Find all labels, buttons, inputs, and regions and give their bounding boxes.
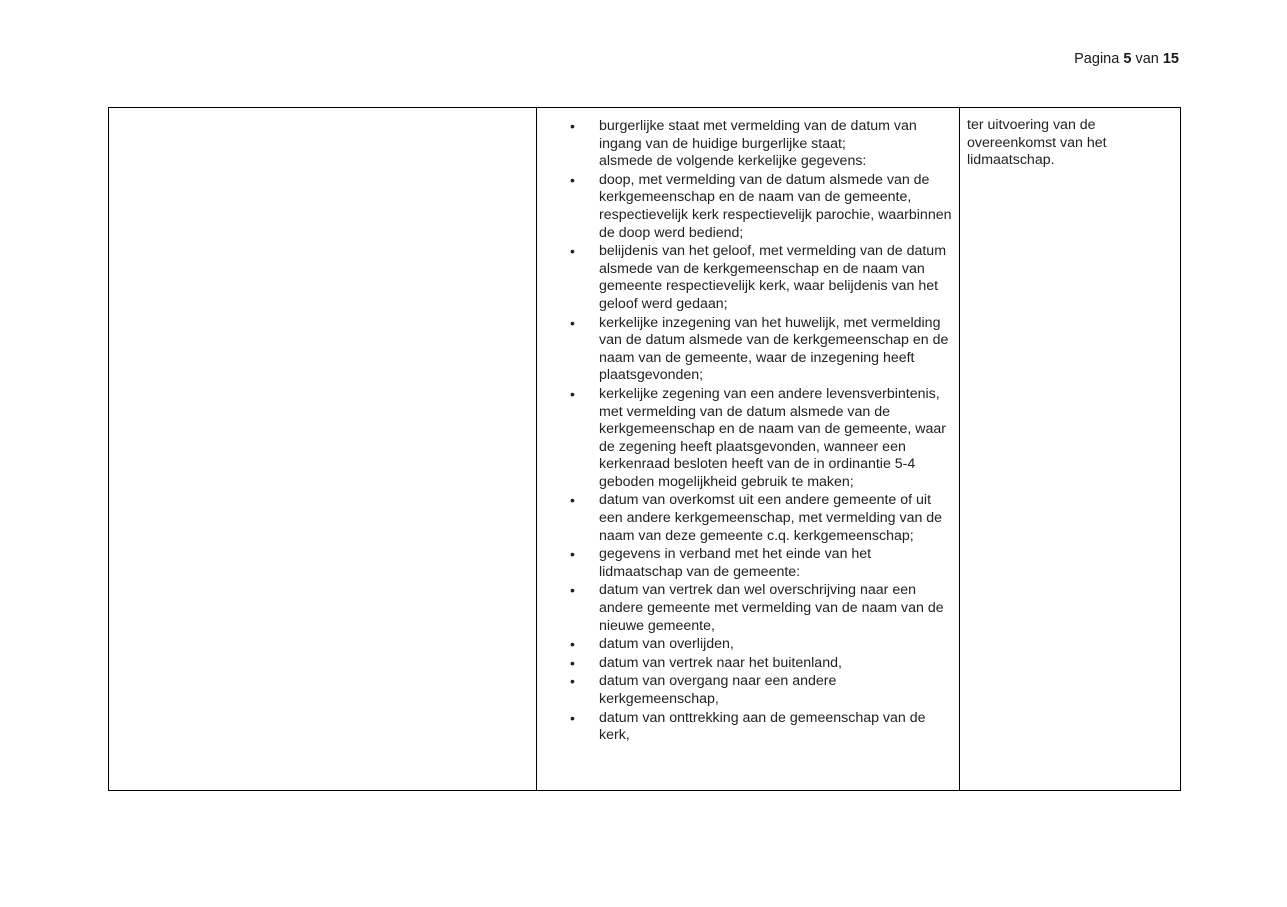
list-item — [570, 654, 953, 673]
page-label: Pagina — [1074, 51, 1120, 67]
list-item — [570, 385, 953, 492]
list-item-text: burgerlijke staat met vermelding van de datum van ingang van de huidige burgerlijke staat; — [599, 118, 917, 152]
list-item-text: datum van onttrekking aan de gemeenschap van de kerk, — [599, 709, 926, 744]
current-page: 5 — [1123, 51, 1132, 67]
total-pages: 15 — [1162, 51, 1179, 67]
list-item — [570, 243, 953, 313]
bullet-icon: • — [570, 654, 575, 671]
data-table — [108, 107, 1181, 791]
table-cell-purpose — [960, 108, 1181, 791]
bullet-icon: • — [570, 582, 575, 599]
purpose-text: ter uitvoering van de overeenkomst van het lidmaatschap. — [967, 117, 1107, 169]
list-item — [570, 546, 953, 581]
bullet-icon: • — [570, 636, 575, 653]
bullet-icon: • — [570, 171, 575, 188]
bullet-icon: • — [570, 118, 575, 134]
bullet-icon: • — [570, 546, 575, 563]
list-item-text: gegevens in verband met het einde van het lidmaatschap van de gemeente: — [599, 546, 872, 580]
list-item-text: kerkelijke inzegening van het huwelijk, met vermelding van de datum alsmede van de kerkgemeenschap en de naam van de gemeente, waar de inzegening heeft plaatsgevonden; — [599, 314, 949, 384]
list-item — [570, 118, 953, 171]
list-item — [570, 673, 953, 708]
church-data-intro: alsmede de volgende kerkelijke gegevens: — [599, 153, 867, 170]
table-cell-category — [109, 108, 537, 791]
list-item-text: belijdenis van het geloof, met vermelding van de datum alsmede van de kerkgemeenschap en de naam van gemeente respectievelijk kerk, waar belijdenis van het geloof werd gedaan; — [599, 243, 947, 312]
list-item — [570, 582, 953, 635]
of-label: van — [1135, 51, 1159, 67]
list-item-text: datum van overkomst uit een andere gemeente of uit een andere kerkgemeenschap, met vermelding van de naam van deze gemeente c.q. kerkgemeenschap; — [599, 492, 943, 544]
list-item — [570, 709, 953, 745]
bullet-icon: • — [570, 673, 575, 690]
bullet-icon: • — [570, 492, 575, 509]
page-number — [1074, 51, 1179, 67]
bullet-icon: • — [570, 314, 575, 331]
table-cell-data-items — [537, 108, 960, 791]
list-item — [570, 314, 953, 385]
list-item — [570, 492, 953, 545]
list-item-text: kerkelijke zegening van een andere levensverbintenis, met vermelding van de datum alsmede van de kerkgemeenschap en de naam van de gemeente, waar de zegening heeft plaatsgevonden, wanneer een kerkenraad besloten heeft van de in ordinantie 5-4 geboden mogelijkheid gebruik te maken; — [599, 385, 947, 490]
list-item — [570, 636, 953, 654]
list-item — [570, 171, 953, 242]
list-item-text: datum van vertrek naar het buitenland, — [599, 654, 842, 671]
table-row — [109, 108, 1181, 791]
bullet-icon: • — [570, 385, 575, 402]
bullet-icon: • — [570, 709, 575, 726]
list-item-text: datum van vertrek dan wel overschrijving naar een andere gemeente met vermelding van de naam van de nieuwe gemeente, — [599, 582, 944, 634]
bullet-icon: • — [570, 243, 575, 260]
list-item-text: doop, met vermelding van de datum alsmede van de kerkgemeenschap en de naam van de gemeente, respectievelijk kerk respectievelijk parochie, waarbinnen de doop werd bediend; — [599, 171, 952, 241]
data-items-list — [537, 108, 959, 745]
list-item-text: datum van overlijden, — [599, 636, 734, 653]
list-item-text: datum van overgang naar een andere kerkgemeenschap, — [599, 673, 837, 707]
